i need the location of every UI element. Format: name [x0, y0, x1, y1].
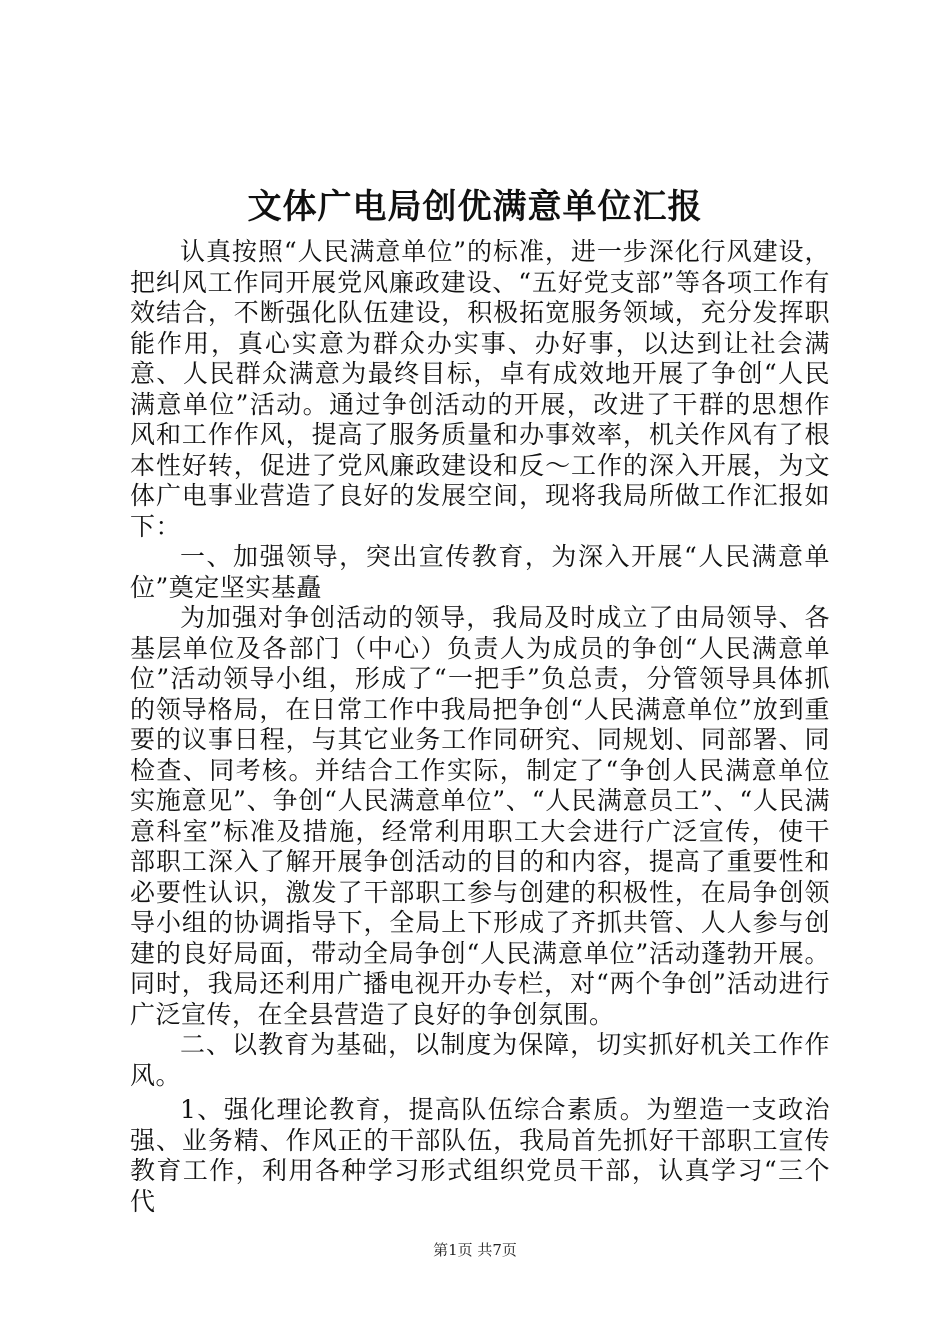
document-body [130, 237, 830, 1217]
paragraph-section-1: 为加强对争创活动的领导，我局及时成立了由局领导、各基层单位及各部门（中心）负责人为成员的争创“人民满意单位”活动领导小组，形成了“一把手”负总责，分管领导具体抓的领导格局，在日常工作中我局把争创“人民满意单位”放到重要的议事日程，与其它业务工作同研究、同规划、同部署、同检查、同考核。并结合工作实际，制定了“争创人民满意单位实施意见”、争创“人民满意单位”、“人民满意员工”、“人民满意科室”标准及措施，经常利用职工大会进行广泛宣传，使干部职工深入了解开展争创活动的目的和内容，提高了重要性和必要性认识，激发了干部职工参与创建的积极性，在局争创领导小组的协调指导下，全局上下形成了齐抓共管、人人参与创建的良好局面，带动全局争创“人民满意单位”活动蓬勃开展。同时，我局还利用广播电视开办专栏，对“两个争创”活动进行广泛宣传，在全县营造了良好的争创氛围。 [130, 603, 830, 1029]
section-heading-2: 二、以教育为基础，以制度为保障，切实抓好机关工作作风。 [130, 1030, 830, 1090]
page-footer: 第1页 共7页 [433, 1241, 517, 1259]
section-heading-1: 一、加强领导，突出宣传教育，为深入开展“人民满意单位”奠定坚实基矗 [130, 542, 830, 602]
paragraph-intro: 认真按照“人民满意单位”的标准，进一步深化行风建设，把纠风工作同开展党风廉政建设、“五好党支部”等各项工作有效结合，不断强化队伍建设，积极拓宽服务领域，充分发挥职能作用，真心实意为群众办实事、办好事，以达到让社会满意、人民群众满意为最终目标，卓有成效地开展了争创“人民满意单位”活动。通过争创活动的开展，改进了干群的思想作风和工作作风，提高了服务质量和办事效率，机关作风有了根本性好转，促进了党风廉政建设和反～工作的深入开展，为文体广电事业营造了良好的发展空间，现将我局所做工作汇报如下： [130, 237, 830, 541]
page-title: 文体广电局创优满意单位汇报 [247, 187, 703, 227]
paragraph-subsection-1: 1、强化理论教育，提高队伍综合素质。为塑造一支政治强、业务精、作风正的干部队伍，我局首先抓好干部职工宣传教育工作，利用各种学习形式组织党员干部，认真学习“三个代 [130, 1095, 830, 1216]
